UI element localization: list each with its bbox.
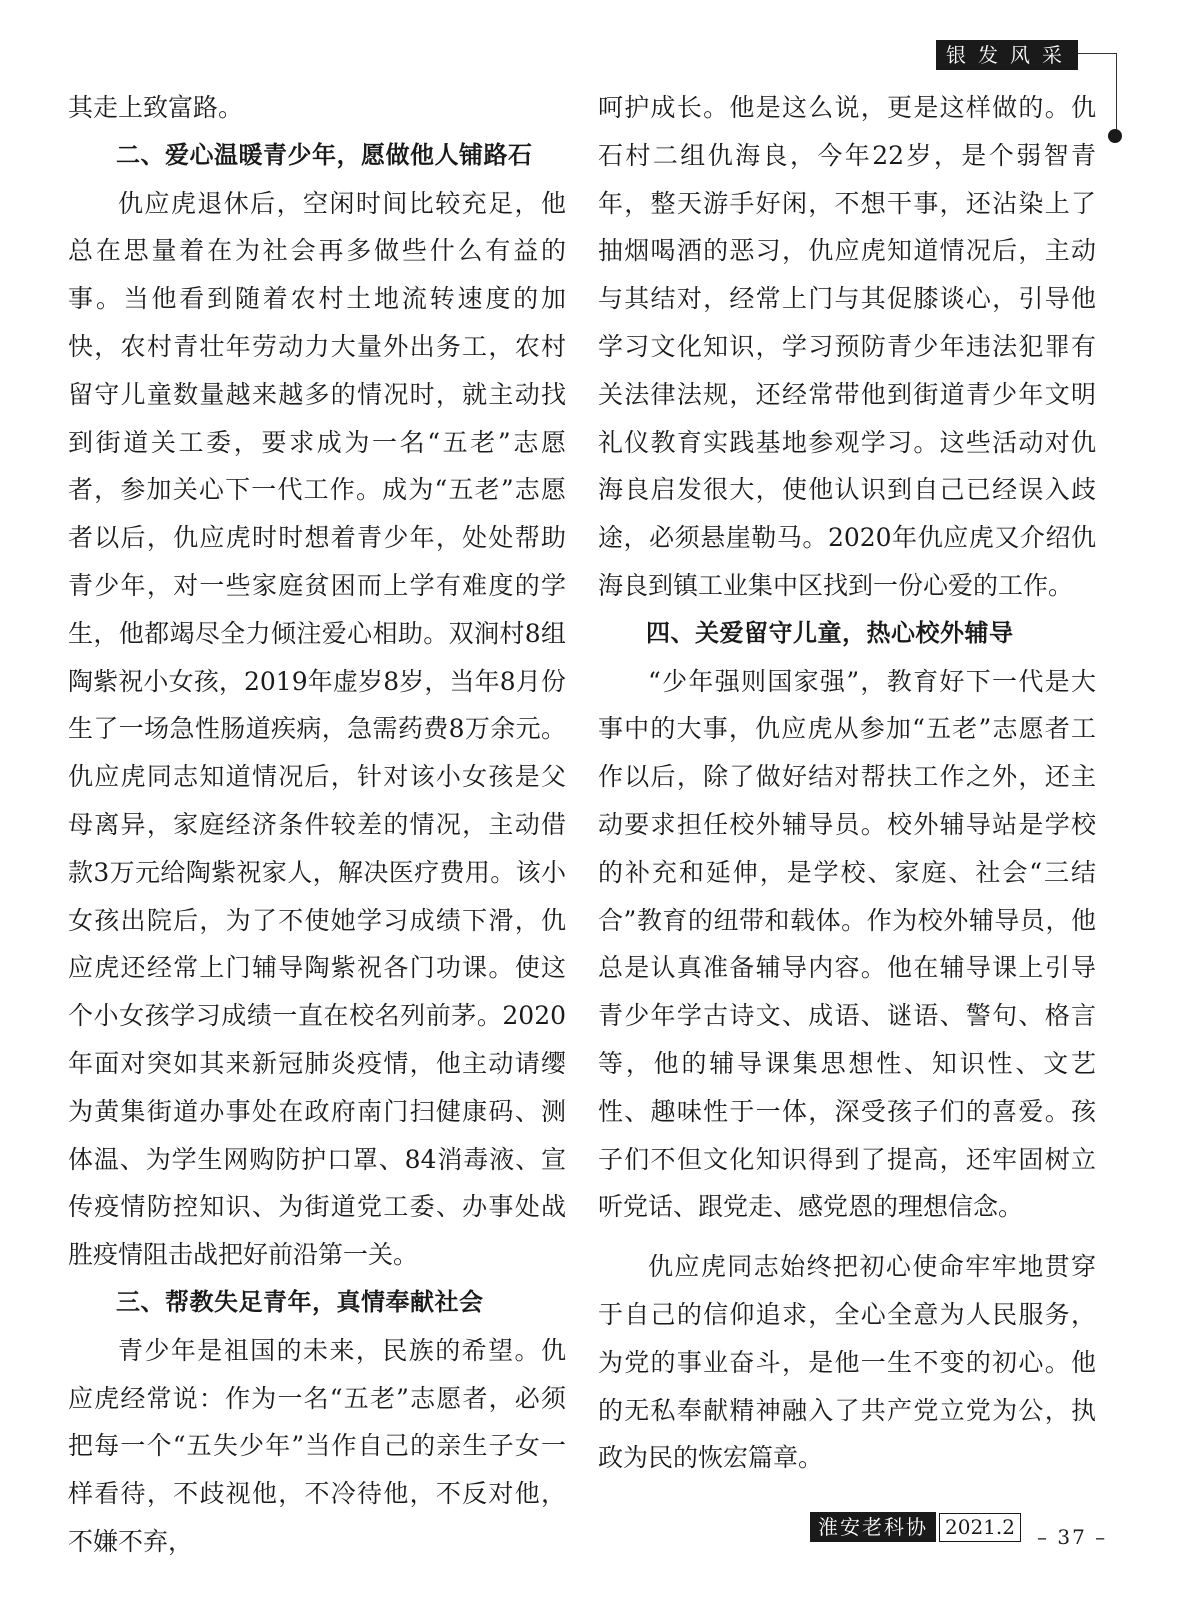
paragraph-continuation: 其走上致富路。 bbox=[68, 93, 244, 122]
paragraph: 青少年是祖国的未来，民族的希望。仇应虎经常说：作为一名“五老”志愿者，必须把每一个“五失少年”当作自己的亲生子女一样看待，不歧视他，不冷待他，不反对他，不嫌不弃， bbox=[68, 1335, 566, 1556]
section-heading-3: 三、帮教失足青年，真情奉献社会 bbox=[116, 1287, 484, 1316]
section-tag: 银发风采 bbox=[936, 40, 1078, 70]
issue-number: 2021.2 bbox=[939, 1513, 1021, 1542]
paragraph-continuation: 呵护成长。他是这么说，更是这样做的。仇石村二组仇海良，今年22岁，是个弱智青年，整天游手好闲，不想干事，还沾染上了抽烟喝酒的恶习，仇应虎知道情况后，主动与其结对，经常上门与其促膝谈心，引导他学习文化知识，学习预防青少年违法犯罪有关法律法规，还经常带他到街道青少年文明礼仪教育实践基地参观学习。这些活动对仇海良启发很大，使他认识到自己已经误入歧途，必须悬崖勒马。2020年仇应虎又介绍仇海良到镇工业集中区找到一份心爱的工作。 bbox=[598, 93, 1096, 600]
publication-name: 淮安老科协 bbox=[810, 1512, 936, 1542]
section-heading-4: 四、关爱留守儿童，热心校外辅导 bbox=[646, 618, 1014, 647]
section-heading-2: 二、爱心温暖青少年，愿做他人铺路石 bbox=[116, 140, 533, 169]
paragraph-gap bbox=[598, 1231, 1096, 1243]
page-footer bbox=[810, 1512, 1108, 1549]
paragraph-closing: 仇应虎同志始终把初心使命牢牢地贯穿于自己的信仰追求，全心全意为人民服务，为党的事业奋斗，是他一生不变的初心。他的无私奉献精神融入了共产党立党为公，执政为民的恢宏篇章。 bbox=[598, 1252, 1096, 1473]
tag-bullet-dot bbox=[1108, 129, 1122, 143]
paragraph: 仇应虎退休后，空闲时间比较充足，他总在思量着在为社会再多做些什么有益的事。当他看到随着农村土地流转速度的加快，农村青壮年劳动力大量外出务工，农村留守儿童数量越来越多的情况时，就主动找到街道关工委，要求成为一名“五老”志愿者，参加关心下一代工作。成为“五老”志愿者以后，仇应虎时时想着青少年，处处帮助青少年，对一些家庭贫困而上学有难度的学生，他都竭尽全力倾注爱心相助。双涧村8组陶紫祝小女孩，2019年虚岁8岁，当年8月份生了一场急性肠道疾病，急需药费8万余元。仇应虎同志知道情况后，针对该小女孩是父母离异，家庭经济条件较差的情况，主动借款3万元给陶紫祝家人，解决医疗费用。该小女孩出院后，为了不使她学习成绩下滑，仇应虎还经常上门辅导陶紫祝各门功课。使这个小女孩学习成绩一直在校名列前茅。2020年面对突如其来新冠肺炎疫情，他主动请缨为黄集街道办事处在政府南门扫健康码、测体温、为学生网购防护口罩、84消毒液、宣传疫情防控知识、为街道党工委、办事处战胜疫情阻击战把好前沿第一关。 bbox=[68, 188, 566, 1270]
left-column bbox=[68, 84, 566, 1566]
page-number: – 37 – bbox=[1036, 1525, 1108, 1549]
tag-connector-vertical bbox=[1116, 53, 1117, 133]
tag-connector-horizontal bbox=[1078, 53, 1116, 54]
paragraph: “少年强则国家强”，教育好下一代是大事中的大事，仇应虎从参加“五老”志愿者工作以后，除了做好结对帮扶工作之外，还主动要求担任校外辅导员。校外辅导站是学校的补充和延伸，是学校、家庭、社会“三结合”教育的纽带和载体。作为校外辅导员，他总是认真准备辅导内容。他在辅导课上引导青少年学古诗文、成语、谜语、警句、格言等，他的辅导课集思想性、知识性、文艺性、趣味性于一体，深受孩子们的喜爱。孩子们不但文化知识得到了提高，还牢固树立听党话、跟党走、感党恩的理想信念。 bbox=[598, 666, 1096, 1222]
right-column bbox=[598, 84, 1096, 1482]
